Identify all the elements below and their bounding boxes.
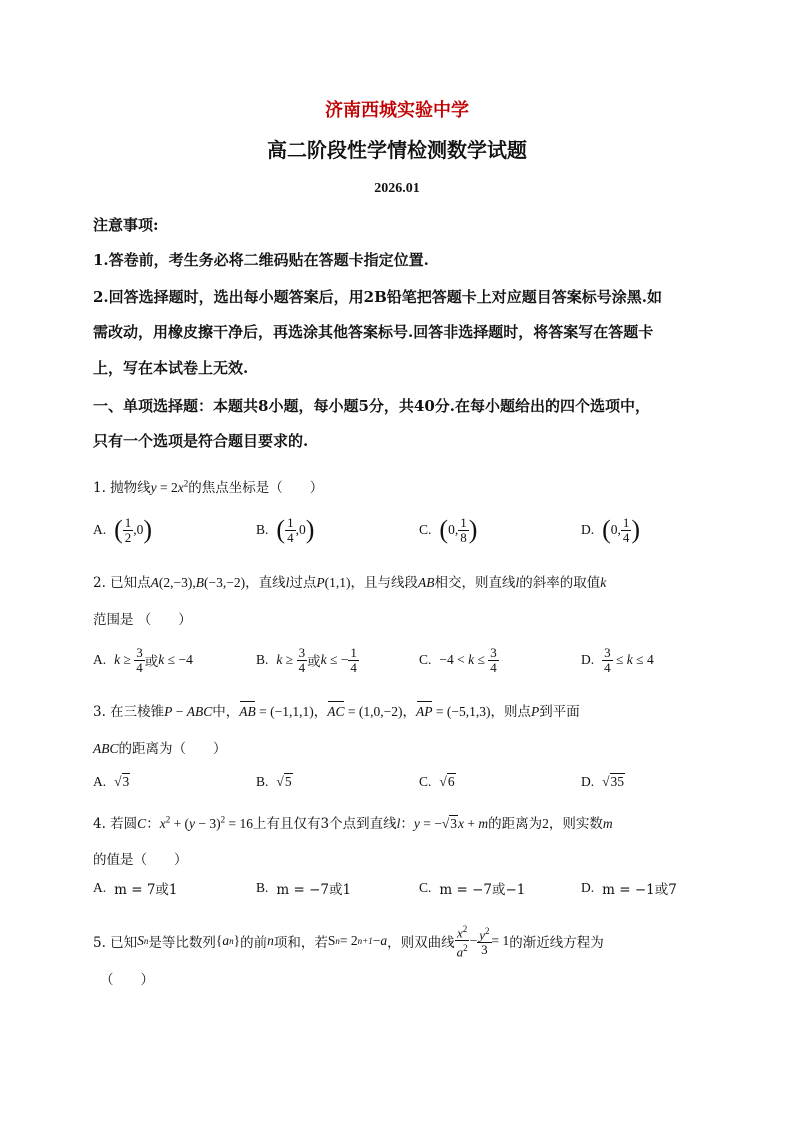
q1-option-b[interactable]: B. ( $\frac{1}{4}$ ,0 ) [256,514,315,545]
q3-option-d[interactable]: D. √35 [581,774,625,789]
q2-option-c[interactable]: C. −4 < k ≤ $\frac{3}{4}$ [419,644,497,675]
q3-option-c[interactable]: C. √6 [419,774,455,789]
q1-formula: y [150,480,157,495]
q1-suffix: 的焦点坐标是（ ） [188,480,324,496]
question-5-line-1: 5. 已知 S n 是等比数列 { a n } 的前 n 项和，若 S n = 2 n+1 − a ，则双曲线 $\frac{x^2}{a^2}$ − $\frac{y^2}{3}$ = 1 的渐近线方程为 [93,924,604,960]
question-4-line-2: 的值是（ ） [93,852,188,868]
notice-item-2-line-3: 上，写在本试卷上无效. [93,359,249,377]
section-1-heading-line-1: 一、单项选择题：本题共8小题，每小题5分，共40分.在每小题给出的四个选项中， [93,397,650,415]
question-2-line-2: 范围是 （ ） [93,612,192,628]
question-1: 1. 抛物线$y = 2x^2$的焦点坐标是（ ） [93,478,324,496]
q4-option-b[interactable]: B. m = −7或1 [256,880,352,898]
question-5-line-2: （ ） [100,972,154,988]
q2-option-b[interactable]: B. k ≥ $\frac{3}{4}$ 或 k ≤ − $\frac{1}{4}$ [256,644,357,675]
q4-option-d[interactable]: D. m = −1或7 [581,880,677,898]
question-4-line-1: 4. 若圆C：$x^2 + (y - 3)^2 = 16$上有且仅有3个点到直线l：y = −√3x + m的距离为2，则实数m [93,814,613,832]
school-name: 济南西城实验中学 [325,100,469,121]
q4-option-c[interactable]: C. m = −7或−1 [419,880,526,898]
notice-item-2-line-2: 需改动，用橡皮擦干净后，再选涂其他答案标号.回答非选择题时，将答案写在答题卡 [93,323,654,341]
exam-title: 高二阶段性学情检测数学试题 [267,138,527,162]
q1-prefix: 1. 抛物线 [93,480,151,496]
q1-option-d[interactable]: D. ( 0, $\frac{1}{4}$ ) [581,514,641,545]
exam-date: 2026.01 [374,181,420,196]
q3-options [93,764,713,800]
q2-option-a[interactable]: A. k ≥ $\frac{3}{4}$ 或 k ≤ −4 [93,644,193,675]
notice-item-1: 1.答卷前，考生务必将二维码贴在答题卡指定位置. [93,251,429,269]
q1-options [93,512,713,548]
q3-option-b[interactable]: B. √5 [256,774,292,789]
q4-option-a[interactable]: A. m = 7或1 [93,880,178,898]
q3-option-a[interactable]: A. √3 [93,774,130,789]
q2-option-d[interactable]: D. $\frac{3}{4}$ ≤ k ≤ 4 [581,644,654,675]
section-1-heading-line-2: 只有一个选项是符合题目要求的. [93,432,309,450]
notice-item-2-line-1: 2.回答选择题时，选出每小题答案后，用2B铅笔把答题卡上对应题目答案标号涂黑.如 [93,288,663,306]
q1-option-a[interactable]: A. ( $\frac{1}{2}$ ,0 ) [93,514,153,545]
q1-option-c[interactable]: C. ( 0, $\frac{1}{8}$ ) [419,514,478,545]
question-3-line-2: ABC的距离为（ ） [93,741,227,757]
question-3-line-1: 3. 在三棱锥P − ABC中，AB = (−1,1,1)，AC = (1,0,−2)，AP = (−5,1,3)，则点P到平面 [93,704,580,720]
notice-heading: 注意事项: [93,216,159,234]
q2-options [93,642,713,678]
q4-options [93,870,713,906]
question-2-line-1: 2. 已知点A(2,−3),B(−3,−2)，直线l过点P(1,1)，且与线段AB相交，则直线l的斜率的取值k [93,575,607,591]
